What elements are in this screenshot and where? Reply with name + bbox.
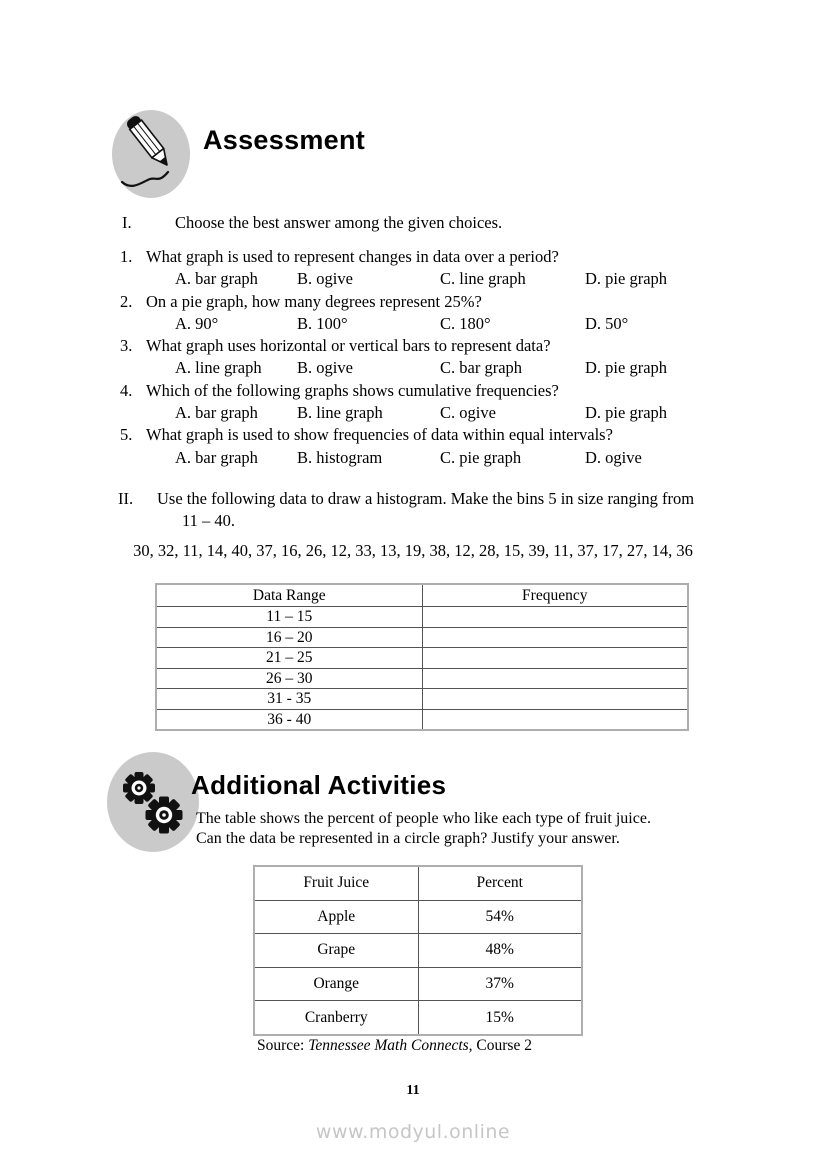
juice-cell: Apple: [254, 900, 418, 934]
gears-icon: [107, 752, 199, 852]
part1-numeral: I.: [122, 213, 132, 232]
percent-cell: 37%: [418, 967, 582, 1001]
option-label: C. bar graph: [440, 358, 523, 378]
option-label: B. histogram: [297, 447, 383, 467]
pencil-icon: [112, 110, 190, 198]
question-item: [120, 291, 760, 336]
options-row: [120, 268, 760, 290]
option-label: C. 180°: [440, 313, 491, 333]
histogram-data-values: 30, 32, 11, 14, 40, 37, 16, 26, 12, 33, 13, 19, 38, 12, 28, 15, 39, 11, 37, 17, 27, 14, 36: [133, 541, 693, 560]
question-number: 5.: [120, 425, 133, 445]
part2-instruction-text: [157, 488, 694, 531]
source-citation: [257, 1037, 532, 1055]
watermark: www.modyul.online: [315, 1121, 511, 1143]
frequency-cell: [422, 607, 688, 628]
option-label: B. 100°: [297, 313, 348, 333]
question-number: 2.: [120, 291, 133, 311]
table-row: [156, 627, 688, 648]
part2-numeral: II.: [118, 489, 134, 508]
table-row: [156, 709, 688, 730]
percent-cell: 48%: [418, 934, 582, 968]
table-row: [156, 648, 688, 669]
question-text: Which of the following graphs shows cumulative frequencies?: [146, 380, 559, 400]
source-prefix: Source:: [257, 1037, 309, 1054]
table-row: [254, 967, 582, 1001]
part1-instruction: [122, 212, 742, 233]
option-label: D. 50°: [585, 313, 629, 333]
column-header: Fruit Juice: [254, 866, 418, 900]
option-label: A. bar graph: [175, 447, 258, 467]
option-label: A. 90°: [175, 313, 219, 333]
additional-activities-title: Additional Activities: [191, 770, 447, 800]
part2-line2: 11 – 40.: [182, 510, 236, 530]
range-cell: 21 – 25: [156, 648, 422, 669]
options-row: [120, 357, 760, 379]
option-label: D. pie graph: [585, 403, 668, 423]
question-number: 4.: [120, 380, 133, 400]
range-cell: 11 – 15: [156, 607, 422, 628]
table-row: [254, 934, 582, 968]
frequency-cell: [422, 648, 688, 669]
option-label: D. ogive: [585, 447, 642, 467]
assessment-title: Assessment: [203, 125, 366, 155]
table-row: [156, 607, 688, 628]
part1-instruction-text: Choose the best answer among the given choices.: [175, 213, 503, 232]
option-label: B. line graph: [297, 403, 383, 423]
bins-table: [155, 583, 689, 731]
option-label: C. line graph: [440, 269, 526, 289]
percent-cell: 15%: [418, 1001, 582, 1035]
question-item: [120, 246, 760, 291]
option-label: C. pie graph: [440, 447, 522, 467]
option-label: D. pie graph: [585, 358, 668, 378]
options-row: [120, 313, 760, 335]
option-label: B. ogive: [297, 269, 353, 289]
column-header: Frequency: [422, 584, 688, 607]
juice-cell: Orange: [254, 967, 418, 1001]
question-number: 1.: [120, 247, 133, 266]
range-cell: 36 - 40: [156, 709, 422, 730]
option-label: A. bar graph: [175, 269, 258, 289]
table-row: [254, 1001, 582, 1035]
juice-table: [253, 865, 583, 1036]
question-item: [120, 335, 760, 380]
source-suffix: Course 2: [472, 1037, 532, 1054]
question-text: What graph is used to represent changes in data over a period?: [146, 247, 559, 266]
option-label: A. line graph: [175, 358, 262, 378]
part2-instruction: [118, 488, 758, 531]
question-item: [120, 424, 760, 469]
question-text: What graph uses horizontal or vertical bars to represent data?: [146, 336, 551, 356]
options-row: [120, 447, 760, 469]
page-number: 11: [406, 1083, 420, 1098]
option-label: A. bar graph: [175, 403, 258, 423]
column-header: Data Range: [156, 584, 422, 607]
options-row: [120, 402, 760, 424]
option-label: B. ogive: [297, 358, 353, 378]
source-title: Tennessee Math Connects,: [308, 1037, 473, 1054]
frequency-cell: [422, 689, 688, 710]
part2-line1: Use the following data to draw a histogram. Make the bins 5 in size ranging from: [157, 489, 695, 508]
frequency-cell: [422, 668, 688, 689]
question-number: 3.: [120, 336, 133, 356]
question-list: [120, 246, 760, 469]
range-cell: 16 – 20: [156, 627, 422, 648]
additional-description-line2: Can the data be represented in a circle graph? Justify your answer.: [196, 830, 620, 847]
table-header-row: [254, 866, 582, 900]
juice-cell: Grape: [254, 934, 418, 968]
option-label: D. pie graph: [585, 269, 668, 289]
additional-description-line1: The table shows the percent of people who like each type of fruit juice.: [196, 810, 651, 827]
table-row: [254, 900, 582, 934]
percent-cell: 54%: [418, 900, 582, 934]
question-text: On a pie graph, how many degrees represent 25%?: [146, 291, 482, 311]
range-cell: 31 - 35: [156, 689, 422, 710]
range-cell: 26 – 30: [156, 668, 422, 689]
table-row: [156, 689, 688, 710]
frequency-cell: [422, 709, 688, 730]
option-label: C. ogive: [440, 403, 496, 423]
table-row: [156, 668, 688, 689]
juice-cell: Cranberry: [254, 1001, 418, 1035]
column-header: Percent: [418, 866, 582, 900]
question-item: [120, 380, 760, 425]
frequency-cell: [422, 627, 688, 648]
question-text: What graph is used to show frequencies of data within equal intervals?: [146, 425, 613, 445]
table-header-row: [156, 584, 688, 607]
